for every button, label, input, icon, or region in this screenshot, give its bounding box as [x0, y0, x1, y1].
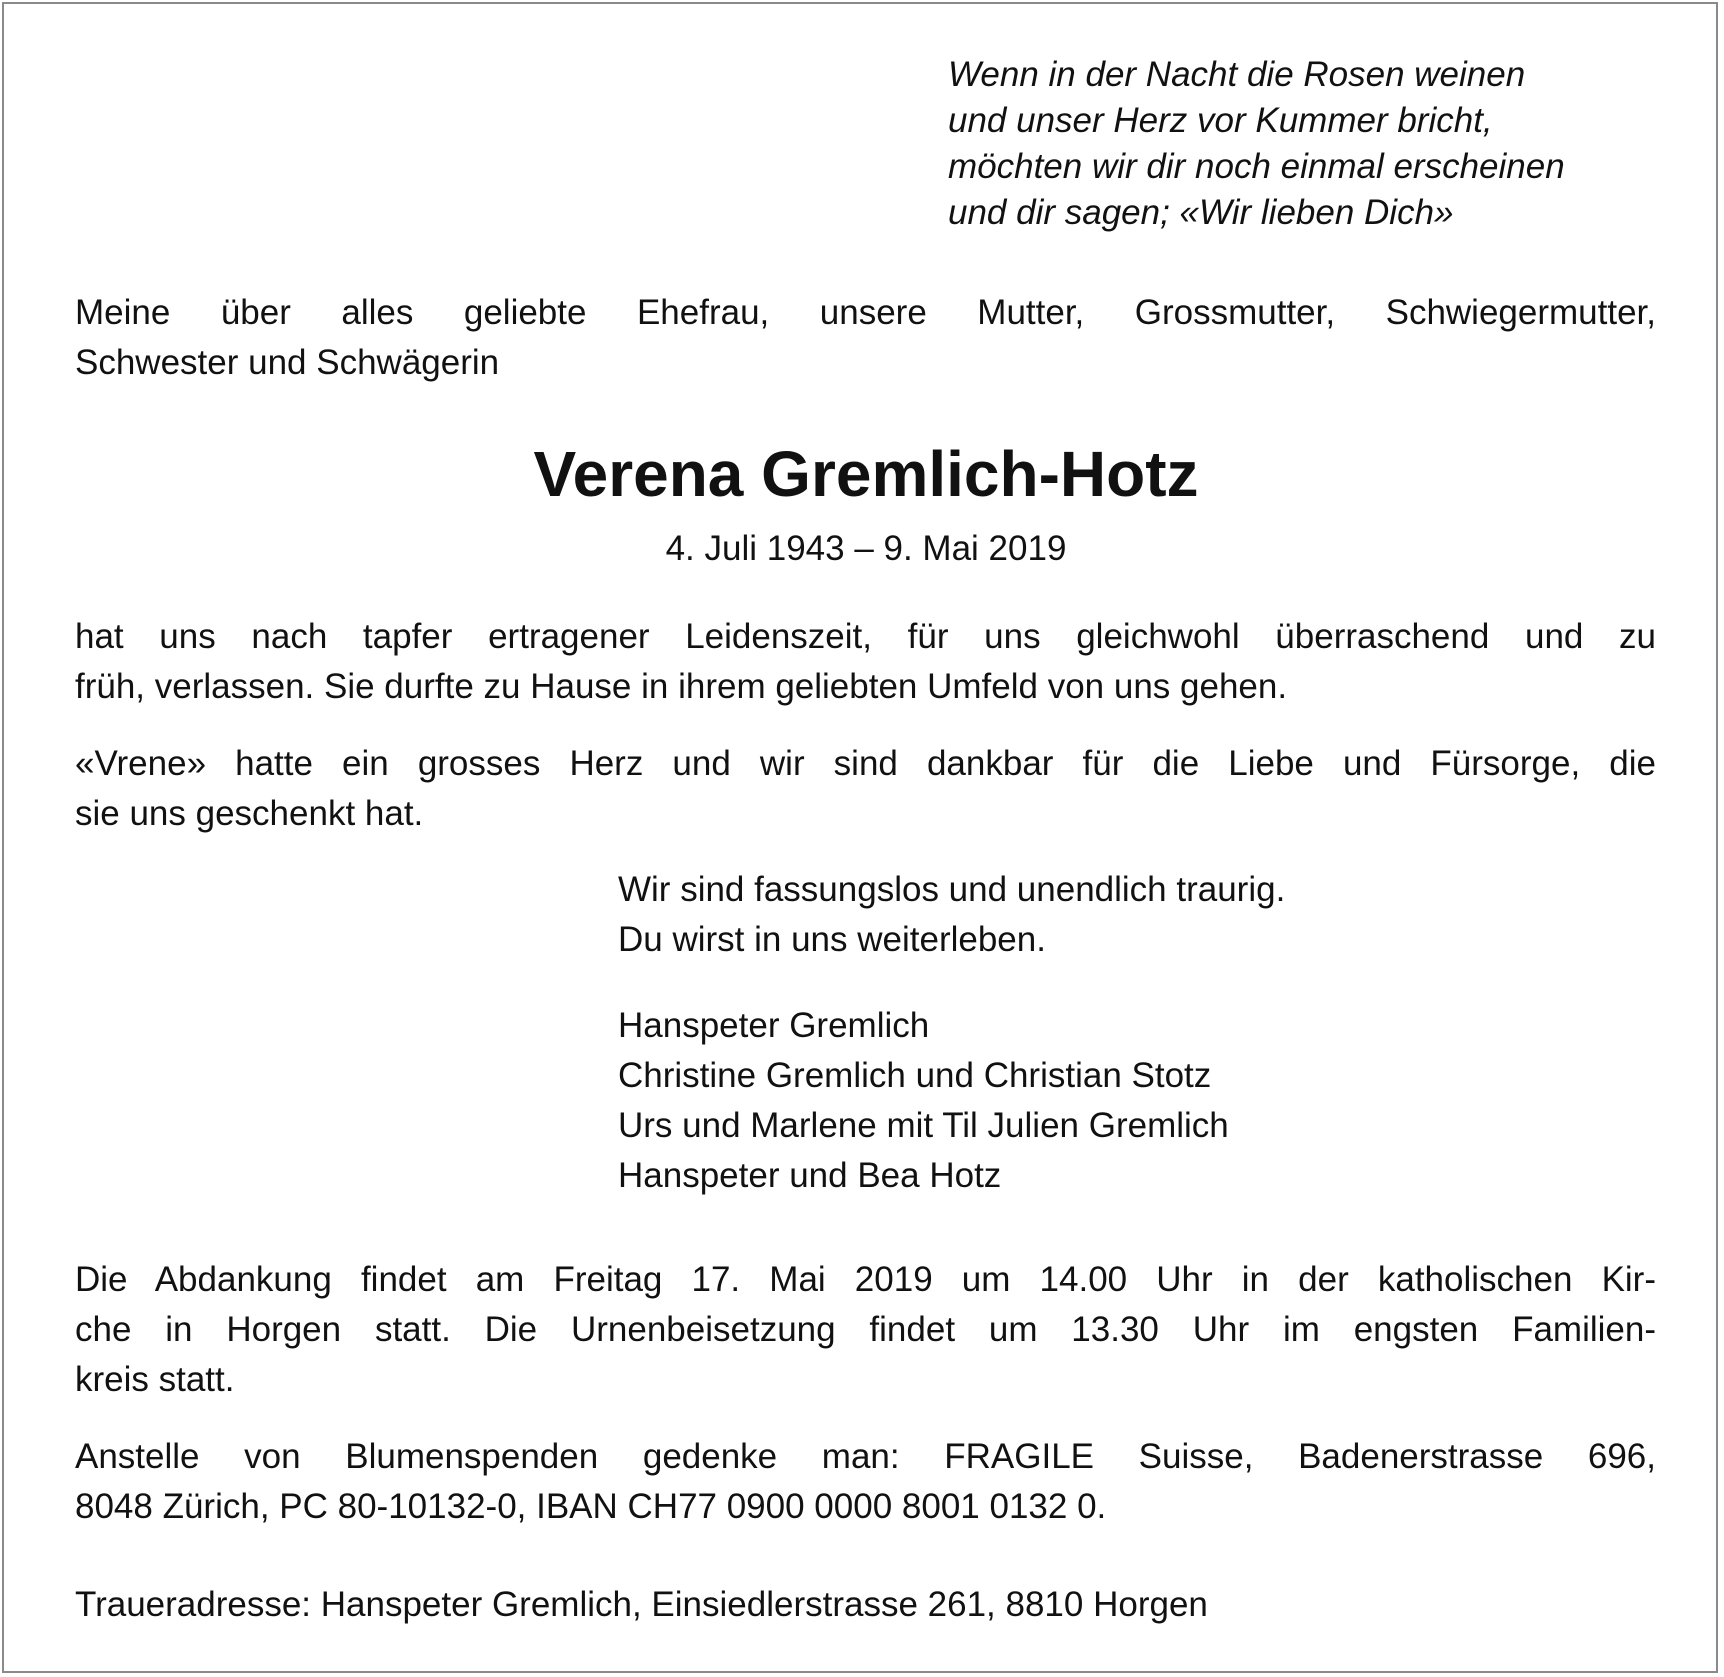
mourners-list: [618, 1001, 1229, 1201]
obituary-notice: [2, 2, 1718, 1673]
ceremony-paragraph: [75, 1255, 1656, 1405]
paragraph-line: sie uns geschenkt hat.: [75, 794, 424, 833]
ceremony-line: Die Abdankung findet am Freitag 17. Mai 2019 um 14.00 Uhr in der katholischen Kir-: [75, 1260, 1656, 1299]
donation-line: 8048 Zürich, PC 80-10132-0, IBAN CH77 0900 0000 8001 0132 0.: [75, 1487, 1107, 1526]
donation-line: Anstelle von Blumenspenden gedenke man: FRAGILE Suisse, Badenerstrasse 696,: [75, 1437, 1656, 1476]
life-dates: 4. Juli 1943 – 9. Mai 2019: [665, 529, 1067, 568]
poem-line: und unser Herz vor Kummer bricht,: [948, 101, 1493, 140]
mourning-address: Traueradresse: Hanspeter Gremlich, Einsiedlerstrasse 261, 8810 Horgen: [75, 1585, 1208, 1624]
intro-line: Meine über alles geliebte Ehefrau, unsere Mutter, Grossmutter, Schwiegermutter,: [75, 293, 1656, 332]
mourner-name: Hanspeter Gremlich: [618, 1006, 930, 1045]
closing-line: Du wirst in uns weiterleben.: [618, 920, 1046, 959]
donation-paragraph: [75, 1432, 1656, 1532]
deceased-name: Verena Gremlich-Hotz: [533, 438, 1199, 510]
paragraph-line: früh, verlassen. Sie durfte zu Hause in ihrem geliebten Umfeld von uns gehen.: [75, 667, 1288, 706]
paragraph-line: «Vrene» hatte ein grosses Herz und wir sind dankbar für die Liebe und Fürsorge, die: [75, 744, 1656, 783]
poem-line: möchten wir dir noch einmal erscheinen: [948, 147, 1565, 186]
gratitude-paragraph: [75, 739, 1656, 839]
mourner-name: Christine Gremlich und Christian Stotz: [618, 1056, 1212, 1095]
poem-line: Wenn in der Nacht die Rosen weinen: [948, 55, 1526, 94]
closing-words: [618, 865, 1285, 965]
paragraph-line: hat uns nach tapfer ertragener Leidenszeit, für uns gleichwohl überraschend und zu: [75, 617, 1656, 656]
mourner-name: Urs und Marlene mit Til Julien Gremlich: [618, 1106, 1229, 1145]
ceremony-line: kreis statt.: [75, 1360, 235, 1399]
closing-line: Wir sind fassungslos und unendlich traurig.: [618, 870, 1286, 909]
poem-line: und dir sagen; «Wir lieben Dich»: [948, 193, 1454, 232]
passing-paragraph: [75, 612, 1656, 712]
intro-line: Schwester und Schwägerin: [75, 343, 500, 382]
intro-paragraph: [75, 288, 1656, 388]
ceremony-line: che in Horgen statt. Die Urnenbeisetzung findet um 13.30 Uhr im engsten Familien-: [75, 1310, 1656, 1349]
mourner-name: Hanspeter und Bea Hotz: [618, 1156, 1002, 1195]
poem-verse: [948, 52, 1708, 236]
